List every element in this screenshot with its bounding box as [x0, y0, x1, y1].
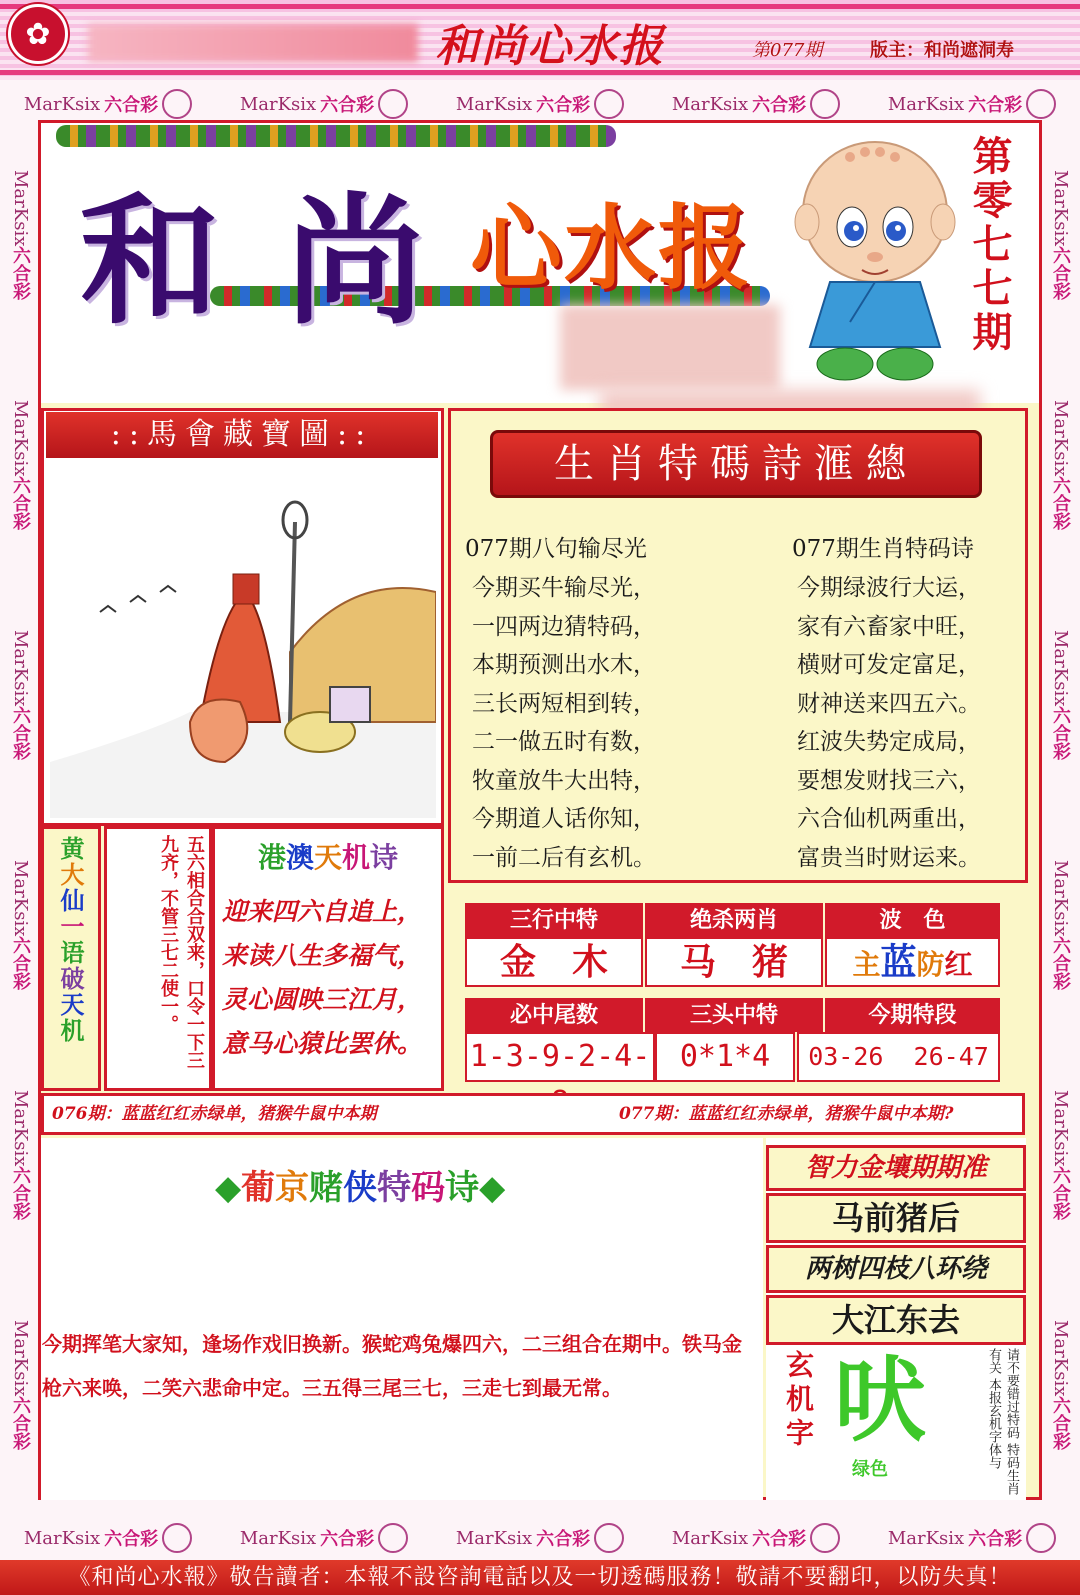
treasure-map-title: ::馬會藏寶圖::	[46, 412, 438, 458]
wong-tai-sin-char: 机	[56, 1018, 85, 1044]
record-previous: 076期：蓝蓝红红赤绿单，猪猴牛鼠中本期	[52, 1104, 377, 1124]
watermark-chinese: 六合彩	[752, 95, 807, 116]
watermark	[456, 1523, 624, 1553]
poem-line: 富贵当时财运来。	[797, 844, 981, 871]
diamond-icon: ◆	[479, 1168, 506, 1208]
wong-tai-sin-char: 语	[56, 940, 85, 966]
watermark-row-top	[0, 84, 1080, 124]
hint-box-1: 智力金壤期期准	[766, 1145, 1026, 1191]
issue-vertical: 第零七七期	[966, 135, 1013, 355]
hk-macau-poem-title	[215, 836, 441, 876]
wong-tai-sin-char: 一	[56, 914, 85, 940]
stat-value-kill-two: 马 猪	[645, 937, 823, 987]
watermark-chinese: 六合彩	[968, 95, 1023, 116]
watermark-vertical	[1047, 170, 1073, 300]
flower-icon	[162, 1523, 192, 1553]
wong-tai-sin-char: 破	[56, 966, 85, 992]
poem-right-heading: 077期生肖特码诗	[792, 536, 974, 562]
watermark-vertical	[1047, 860, 1073, 990]
watermark-vertical	[7, 1320, 33, 1450]
watermark	[888, 1523, 1056, 1553]
poem-line: 一四两边猜特码，	[472, 613, 656, 640]
masthead-char-1: 和	[80, 180, 221, 344]
record-current: 077期：蓝蓝红红赤绿单，猪猴牛鼠中本期?	[619, 1104, 954, 1124]
blurred-region	[88, 24, 418, 62]
flower-icon	[1026, 1523, 1056, 1553]
casino-title-char: 特	[377, 1168, 412, 1208]
zodiac-poem-title: 生肖特碼詩滙總	[490, 430, 982, 498]
watermark	[24, 89, 192, 119]
casino-poem-text: 今期挥笔大家知，逢场作戏旧换新。猴蛇鸡兔爆四六，二三组合在期中。铁马金枪六来唤，二笑六悲命中定。三五得三尾三七，三走七到最无常。	[42, 1332, 742, 1400]
flower-icon	[162, 89, 192, 119]
flower-icon	[378, 1523, 408, 1553]
wave-guard-label: 防	[916, 948, 945, 981]
watermark-latin: MarKsix	[10, 629, 31, 707]
watermark-latin: MarKsix	[10, 1319, 31, 1397]
flower-icon	[1026, 89, 1056, 119]
flower-icon	[810, 89, 840, 119]
record-strip	[41, 1093, 1025, 1135]
poem-line: 六合仙机两重出，	[797, 806, 981, 832]
watermark-chinese: 六合彩	[1050, 936, 1071, 991]
hint-box-4: 大江东去	[766, 1295, 1026, 1345]
poem-line: 牧童放牛大出特，	[472, 767, 656, 794]
blurred-region	[560, 305, 780, 390]
poem-line: 今期绿波行大运，	[797, 575, 981, 601]
poem-left-heading: 077期八句输尽光	[465, 536, 647, 562]
newspaper-title: 和尚心水报	[435, 21, 665, 72]
poem-line: 二一做五时有数，	[472, 729, 656, 755]
stat-value-three-elements: 金 木	[465, 937, 643, 987]
stat-header-wave-color: 波 色	[825, 903, 1000, 937]
poem-line: 一前二后有玄机。	[472, 844, 656, 871]
watermark-chinese: 六合彩	[1050, 246, 1071, 301]
watermark-chinese: 六合彩	[10, 936, 31, 991]
watermark-latin: MarKsix	[10, 399, 31, 477]
poem-line: 今期买牛输尽光，	[472, 575, 656, 601]
watermark	[672, 89, 840, 119]
stat-header-kill-two: 绝杀两肖	[645, 903, 823, 937]
watermark-chinese: 六合彩	[536, 1529, 591, 1550]
watermark	[888, 89, 1056, 119]
diamond-icon: ◆	[215, 1168, 242, 1208]
poem-line: 横财可发定富足，	[797, 652, 981, 678]
watermark-chinese: 六合彩	[1050, 1396, 1071, 1451]
casino-title-char: 赌	[309, 1168, 344, 1208]
watermark-vertical	[7, 1090, 33, 1220]
poem-line: 来读八生多福气，	[222, 941, 423, 970]
watermark-latin: MarKsix	[1050, 399, 1071, 477]
hk-macau-title-char: 天	[313, 841, 342, 874]
watermark-latin: MarKsix	[10, 1089, 31, 1167]
flower-icon	[594, 1523, 624, 1553]
watermark-chinese: 六合彩	[1050, 1166, 1071, 1221]
casino-poem-title	[215, 1160, 505, 1209]
watermark-latin: MarKsix	[1050, 1319, 1071, 1397]
casino-title-char: 葡	[241, 1168, 276, 1208]
stat-header-three-elements: 三行中特	[465, 903, 643, 937]
watermark	[456, 89, 624, 119]
stat-value-segment: 03-26 26-47	[797, 1032, 1000, 1082]
watermark-chinese: 六合彩	[10, 1396, 31, 1451]
watermark-vertical	[1047, 400, 1073, 530]
wong-tai-sin-char: 仙	[56, 888, 85, 914]
stat-header-segment: 今期特段	[825, 998, 1000, 1032]
flower-vine-top	[56, 125, 616, 147]
wave-main-label: 主	[852, 948, 881, 981]
watermark-chinese: 六合彩	[10, 1166, 31, 1221]
mystery-char: 吠	[833, 1346, 926, 1454]
watermark-vertical	[7, 630, 33, 760]
watermark	[240, 1523, 408, 1553]
watermark-chinese: 六合彩	[752, 1529, 807, 1550]
watermark-latin: MarKsix	[239, 1527, 317, 1549]
watermark-chinese: 六合彩	[320, 1529, 375, 1550]
treasure-map-illustration	[50, 462, 436, 818]
poem-right	[797, 569, 981, 877]
watermark-latin: MarKsix	[23, 93, 101, 115]
wong-tai-sin-char: 黄	[56, 836, 85, 862]
watermark-chinese: 六合彩	[1050, 706, 1071, 761]
watermark-chinese: 六合彩	[10, 476, 31, 531]
masthead-char-2: 尚	[285, 180, 426, 344]
stat-header-three-head: 三头中特	[645, 998, 823, 1032]
watermark-latin: MarKsix	[10, 169, 31, 247]
issue-number: 第077期	[752, 40, 823, 61]
footer-notice: 《和尚心水報》敬告讀者：本報不設咨詢電話以及一切透碼服務！敬請不要翻印，以防失真！	[0, 1560, 1080, 1595]
stat-value-wave-color	[825, 937, 1000, 987]
watermark-latin: MarKsix	[1050, 169, 1071, 247]
poem-left	[472, 569, 656, 877]
wave-main-value: 蓝	[880, 941, 917, 983]
watermark-latin: MarKsix	[1050, 629, 1071, 707]
hint-box-2: 马前猪后	[766, 1193, 1026, 1243]
watermark-chinese: 六合彩	[104, 95, 159, 116]
watermark	[672, 1523, 840, 1553]
poem-line: 家有六畜家中旺，	[797, 613, 981, 640]
poem-line: 三长两短相到转，	[472, 690, 656, 717]
editor-label: 版主：和尚遮洞寿	[870, 40, 1014, 61]
watermark-chinese: 六合彩	[536, 95, 591, 116]
hk-macau-title-char: 澳	[285, 841, 314, 874]
watermark-chinese: 六合彩	[320, 95, 375, 116]
mystery-char-note: 请不要错过特码 特码生肖有关 本报玄机字体与	[986, 1348, 1019, 1496]
poem-line: 迎来四六自追上，	[222, 897, 423, 926]
poem-line: 财神送来四五六。	[797, 690, 981, 717]
wave-guard-value: 红	[944, 948, 973, 981]
hk-macau-poem-text	[222, 890, 437, 1066]
watermark-vertical	[7, 400, 33, 530]
watermark-latin: MarKsix	[10, 859, 31, 937]
stat-value-tail: 1-3-9-2-4-	[465, 1032, 655, 1082]
watermark-vertical	[7, 860, 33, 990]
hint-verse-text: 五六相合合双来，口令一下三九齐，不管三七二使一。	[158, 835, 205, 1069]
watermark-latin: MarKsix	[671, 93, 749, 115]
hk-macau-title-char: 港	[257, 841, 286, 874]
hk-macau-title-char: 机	[342, 841, 371, 874]
mystery-char-color: 绿色	[852, 1459, 888, 1480]
watermark-column-right	[1040, 120, 1080, 1500]
watermark-vertical	[1047, 1320, 1073, 1450]
watermark-latin: MarKsix	[455, 93, 533, 115]
watermark-latin: MarKsix	[455, 1527, 533, 1549]
poem-line: 今期道人话你知，	[472, 806, 656, 832]
watermark-column-left	[0, 120, 40, 1500]
flower-icon	[378, 89, 408, 119]
watermark-vertical	[1047, 630, 1073, 760]
wong-tai-sin-char: 大	[56, 862, 85, 888]
casino-title-char: 码	[411, 1168, 446, 1208]
hint-box-3: 两树四枝八环绕	[766, 1245, 1026, 1293]
monk-mascot-illustration	[790, 132, 960, 387]
wong-tai-sin-text	[58, 836, 88, 1044]
flower-icon	[594, 89, 624, 119]
mystery-char-label: 玄机字	[782, 1350, 815, 1452]
poem-line: 红波失势定成局，	[797, 729, 981, 755]
watermark-chinese: 六合彩	[1050, 476, 1071, 531]
watermark-latin: MarKsix	[1050, 859, 1071, 937]
flower-icon	[810, 1523, 840, 1553]
poem-line: 灵心圆映三江月，	[222, 985, 423, 1014]
casino-title-char: 侠	[343, 1168, 378, 1208]
poem-line: 意马心猿比罢休。	[222, 1029, 423, 1058]
stat-header-tail: 必中尾数	[465, 998, 643, 1032]
watermark-latin: MarKsix	[23, 1527, 101, 1549]
watermark-vertical	[7, 170, 33, 300]
watermark-chinese: 六合彩	[10, 706, 31, 761]
watermark-latin: MarKsix	[1050, 1089, 1071, 1167]
watermark-chinese: 六合彩	[104, 1529, 159, 1550]
poem-line: 要想发财找三六，	[797, 767, 981, 794]
watermark-chinese: 六合彩	[968, 1529, 1023, 1550]
casino-title-char: 诗	[445, 1168, 480, 1208]
poem-line: 本期预测出水木，	[472, 652, 656, 678]
watermark-row-bottom	[0, 1518, 1080, 1558]
casino-title-char: 京	[275, 1168, 310, 1208]
watermark-vertical	[1047, 1090, 1073, 1220]
stat-value-three-head: 0*1*4	[655, 1032, 795, 1082]
masthead-subtitle: 心水报	[470, 194, 753, 302]
watermark-chinese: 六合彩	[10, 246, 31, 301]
watermark-latin: MarKsix	[887, 1527, 965, 1549]
watermark-latin: MarKsix	[671, 1527, 749, 1549]
hk-macau-title-char: 诗	[370, 841, 399, 874]
logo-icon: ✿	[8, 4, 68, 64]
watermark	[24, 1523, 192, 1553]
watermark	[240, 89, 408, 119]
watermark-latin: MarKsix	[887, 93, 965, 115]
watermark-latin: MarKsix	[239, 93, 317, 115]
wong-tai-sin-char: 天	[56, 992, 85, 1018]
